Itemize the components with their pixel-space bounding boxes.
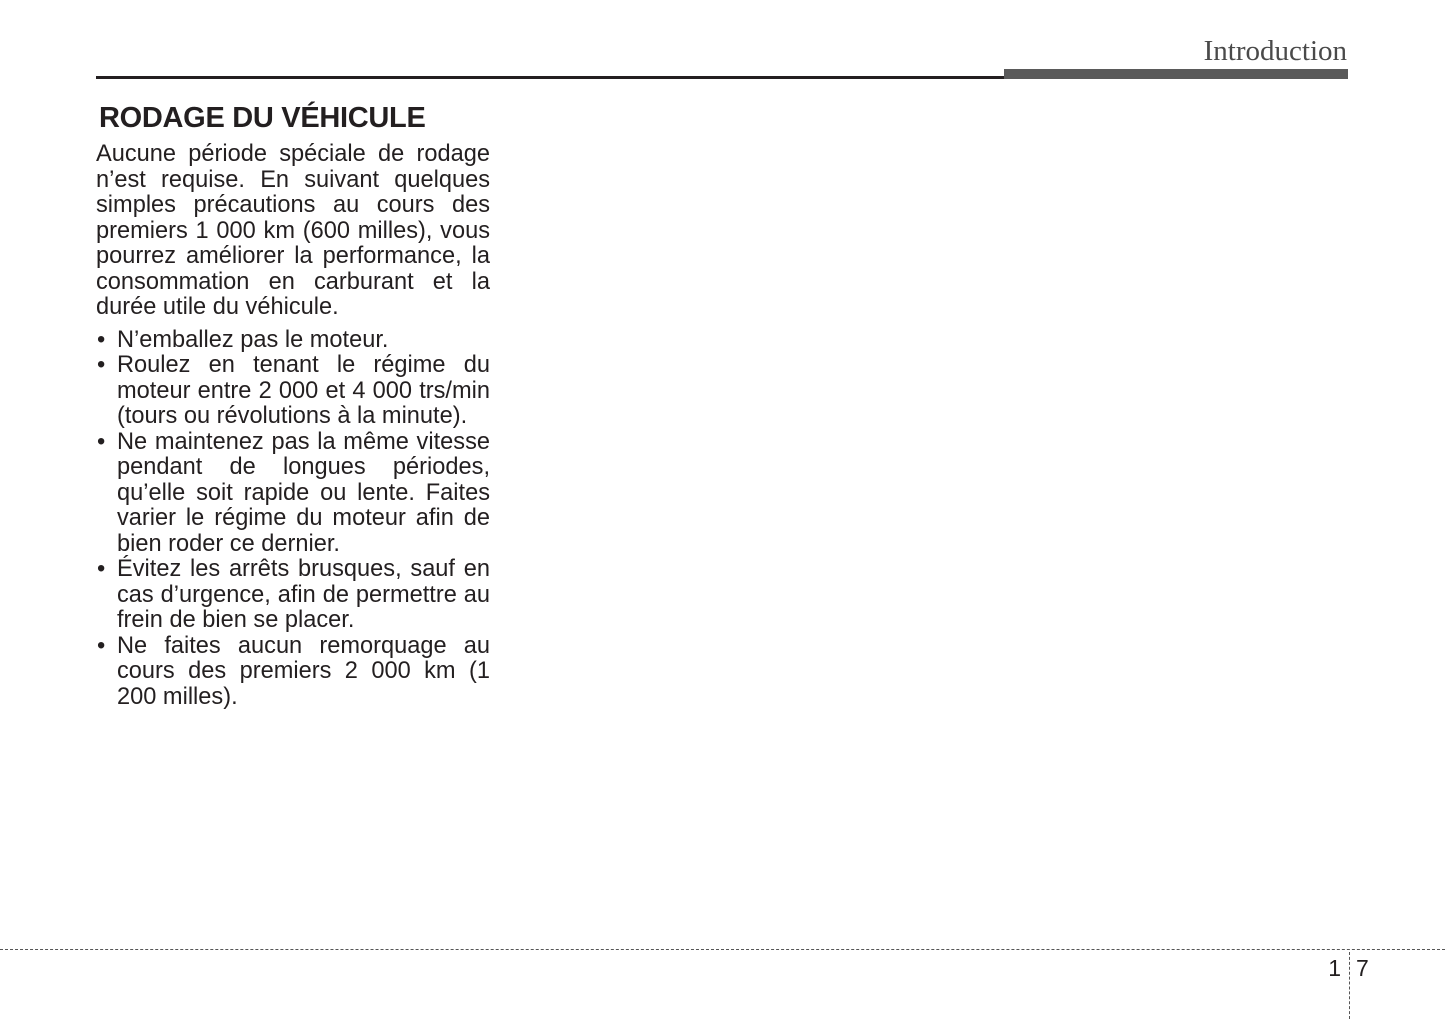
bullet-icon: • xyxy=(97,632,106,659)
list-item xyxy=(96,328,490,354)
list-item xyxy=(96,634,490,711)
list-item-text: Évitez les arrêts brusques, sauf en cas d’urgence, afin de permettre au frein de bien se placer. xyxy=(117,556,490,633)
chapter-title: Introduction xyxy=(1203,35,1347,67)
list-item-text: N’emballez pas le moteur. xyxy=(117,326,389,353)
page-number-divider xyxy=(1349,952,1350,1019)
text-column xyxy=(96,142,490,710)
list-item-text: Ne maintenez pas la même vitesse pendant de longues périodes, qu’elle soit rapide ou lente. Faites varier le régime du moteur afin de bien roder ce dernier. xyxy=(117,428,490,557)
list-item-text: Ne faites aucun remorquage au cours des premiers 2 000 km (1 200 milles). xyxy=(117,632,490,710)
list-item xyxy=(96,353,490,430)
intro-paragraph: Aucune période spéciale de rodage n’est requise. En suivant quelques simples précautions au cours des premiers 1 000 km (600 milles), vous pourrez améliorer la performance, la consommation en carburant et la durée utile du véhicule. xyxy=(96,141,490,320)
list-item xyxy=(96,557,490,634)
list-item xyxy=(96,430,490,558)
list-item-text: Roulez en tenant le régime du moteur entre 2 000 et 4 000 trs/min (tours ou révolutions à la minute). xyxy=(117,352,490,429)
section-heading: RODAGE DU VÉHICULE xyxy=(99,102,426,134)
header-rule xyxy=(96,76,1006,79)
chapter-number: 1 xyxy=(1328,955,1341,981)
precautions-list xyxy=(96,328,490,711)
bullet-icon: • xyxy=(97,326,106,353)
bullet-icon: • xyxy=(97,556,106,582)
page-number: 7 xyxy=(1356,955,1369,981)
bullet-icon: • xyxy=(97,428,106,455)
footer-dashed-rule xyxy=(0,949,1445,950)
header-rule-accent xyxy=(1004,69,1348,79)
bullet-icon: • xyxy=(97,352,106,378)
